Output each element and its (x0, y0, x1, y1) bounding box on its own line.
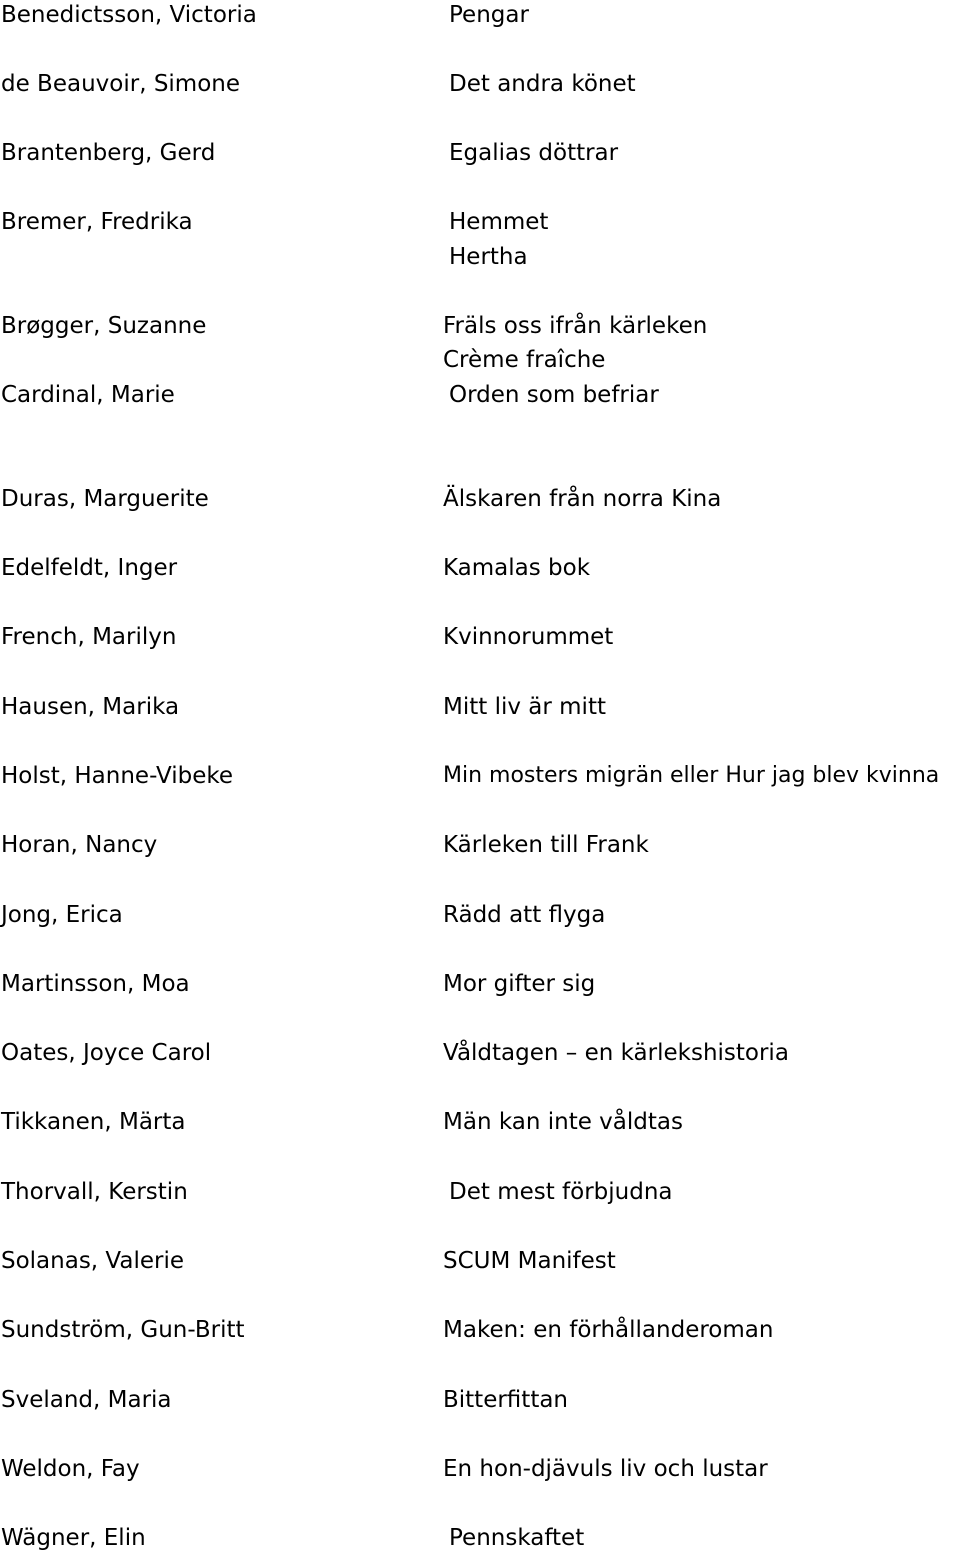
author-name: Duras, Marguerite (1, 486, 209, 512)
author-name: Weldon, Fay (1, 1456, 140, 1482)
book-title: Maken: en förhållanderoman (443, 1317, 774, 1343)
author-name: Brantenberg, Gerd (1, 140, 216, 166)
book-title: Kvinnorummet (443, 624, 614, 650)
book-title: SCUM Manifest (443, 1248, 616, 1274)
book-title: Mor gifter sig (443, 971, 596, 997)
book-title: Kärleken till Frank (443, 832, 649, 858)
author-name: Sundström, Gun-Britt (1, 1317, 245, 1343)
author-name: Cardinal, Marie (1, 382, 175, 408)
author-name: Holst, Hanne-Vibeke (1, 763, 234, 789)
book-title: Crème fraîche (443, 347, 606, 373)
author-name: Jong, Erica (1, 902, 123, 928)
author-name: Oates, Joyce Carol (1, 1040, 212, 1066)
author-name: Hausen, Marika (1, 694, 180, 720)
author-name: Horan, Nancy (1, 832, 158, 858)
author-name: de Beauvoir, Simone (1, 71, 241, 97)
book-title: Egalias döttrar (449, 140, 619, 166)
author-name: Martinsson, Moa (1, 971, 190, 997)
book-title: Våldtagen – en kärlekshistoria (443, 1040, 789, 1066)
book-title: Det andra könet (449, 71, 636, 97)
book-title: Hemmet (449, 209, 549, 235)
book-title: Kamalas bok (443, 555, 591, 581)
book-title: Hertha (449, 244, 528, 270)
author-name: Solanas, Valerie (1, 1248, 185, 1274)
book-title: Min mosters migrän eller Hur jag blev kvinna (443, 763, 940, 788)
author-name: Bremer, Fredrika (1, 209, 193, 235)
book-title: Bitterfittan (443, 1387, 569, 1413)
book-title: En hon-djävuls liv och lustar (443, 1456, 768, 1482)
author-name: Edelfeldt, Inger (1, 555, 178, 581)
book-title: Älskaren från norra Kina (443, 486, 722, 512)
book-title: Mitt liv är mitt (443, 694, 606, 720)
author-name: Tikkanen, Märta (1, 1109, 186, 1135)
author-name: Benedictsson, Victoria (1, 2, 257, 28)
author-name: Thorvall, Kerstin (1, 1179, 188, 1205)
book-title: Pengar (449, 2, 529, 28)
book-title: Det mest förbjudna (449, 1179, 673, 1205)
book-title: Orden som befriar (449, 382, 659, 408)
author-name: Sveland, Maria (1, 1387, 172, 1413)
book-title: Fräls oss ifrån kärleken (443, 313, 708, 339)
author-name: Wägner, Elin (1, 1525, 146, 1551)
book-title: Pennskaftet (449, 1525, 585, 1551)
author-name: French, Marilyn (1, 624, 177, 650)
author-name: Brøgger, Suzanne (1, 313, 207, 339)
book-title: Rädd att flyga (443, 902, 606, 928)
book-title: Män kan inte våldtas (443, 1109, 683, 1135)
